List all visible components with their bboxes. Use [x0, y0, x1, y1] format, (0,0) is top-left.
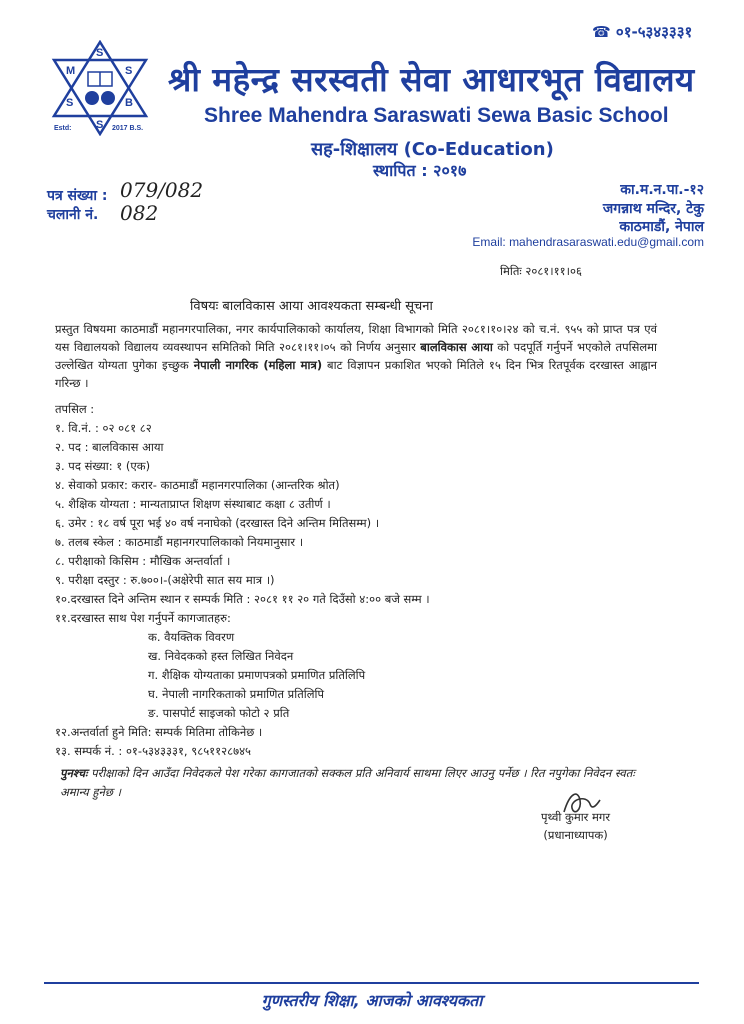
- body-bold-post: बालविकास आया: [420, 340, 493, 354]
- detail-item: १. वि.नं. : ०२ ०८१ ८२: [55, 421, 152, 435]
- address-ward: का.म.न.पा.-१२: [620, 182, 704, 198]
- logo-estd: Estd:: [54, 125, 72, 132]
- logo-letter: S: [66, 97, 74, 109]
- document-item: क. वैयक्तिक विवरण: [148, 630, 235, 644]
- established-label: स्थापित : २०१७: [373, 161, 467, 180]
- address-line-1: जगन्नाथ मन्दिर, टेकु: [602, 201, 704, 217]
- co-education-label: सह-शिक्षालय (Co-Education): [311, 139, 554, 160]
- document-item: ग. शैक्षिक योग्यताका प्रमाणपत्रको प्रमाणित प्रतिलिपि: [148, 668, 366, 682]
- logo-letter: S: [96, 47, 104, 59]
- logo-letter: B: [125, 97, 133, 109]
- detail-item: २. पद : बालविकास आया: [55, 440, 164, 454]
- detail-item: १२.अन्तर्वार्ता हुने मिति: सम्पर्क मितिमा तोकिनेछ ।: [55, 725, 263, 739]
- document-item: ख. निवेदकको हस्त लिखित निवेदन: [148, 649, 294, 663]
- detail-item: ४. सेवाको प्रकार: करार- काठमाडौं महानगरपालिका (आन्तरिक श्रोत): [55, 478, 340, 492]
- logo-letter: S: [96, 119, 104, 131]
- detail-item: ७. तलब स्केल : काठमाडौं महानगरपालिकाको नियमानुसार ।: [55, 535, 304, 549]
- letter-number-value: 079/082: [120, 178, 204, 202]
- detail-item: १३. सम्पर्क नं. : ०१-५३४३३३१, ९८५११२८७४५: [55, 744, 252, 758]
- detail-item: १०.दरखास्त दिने अन्तिम स्थान र सम्पर्क मिति : २०८१ ११ २० गते दिउँसो ४:०० बजे सम्म ।: [55, 592, 430, 606]
- dispatch-number-value: 082: [120, 201, 159, 225]
- dispatch-number-label: चलानी नं.: [47, 207, 99, 223]
- logo-letter: M: [66, 65, 76, 77]
- logo-letter: S: [125, 65, 133, 77]
- body-bold-eligibility: नेपाली नागरिक (महिला मात्र): [193, 358, 323, 372]
- body-text-2: को पदपूर्ति गर्नुपर्ने भएकोले तपसिलमा उल्लेखित योग्यता पुगेका इच्छुक: [55, 340, 658, 372]
- detail-item: ८. परीक्षाको किसिम : मौखिक अन्तर्वार्ता ।: [55, 554, 231, 568]
- subject-line: विषयः बालविकास आया आवश्यकता सम्बन्धी सूचना: [190, 299, 433, 314]
- signatory-role: (प्रधानाध्यापक): [543, 828, 608, 842]
- address-line-2: काठमाडौं, नेपाल: [619, 219, 704, 235]
- phone-text: ०१-५३४३३३१: [615, 23, 693, 41]
- telephone-icon: ☎: [592, 23, 616, 41]
- postscript-text: परीक्षाको दिन आउँदा निवेदकले पेश गरेका कागजातको सक्कल प्रति अनिवार्य साथमा लिएर आउनु पर्नेछ । रित नपुगेका निवेदन स्वतः अमान्य हुनेछ ।: [60, 766, 635, 799]
- document-item: घ. नेपाली नागरिकताको प्रमाणित प्रतिलिपि: [148, 687, 325, 701]
- phone-number: [592, 22, 692, 42]
- detail-item: ११.दरखास्त साथ पेश गर्नुपर्ने कागजातहरु:: [55, 611, 231, 625]
- body-paragraph: [55, 320, 657, 392]
- detail-item: ३. पद संख्या: १ (एक): [55, 459, 151, 473]
- detail-item: ६. उमेर : १८ वर्ष पूरा भई ४० वर्ष ननाघेको (दरखास्त दिने अन्तिम मितिसम्म) ।: [55, 516, 380, 530]
- footer-slogan: गुणस्तरीय शिक्षा, आजको आवश्यकता: [261, 991, 483, 1010]
- letter-number-label: पत्र संख्या :: [47, 188, 108, 204]
- signatory-name: पृथ्वी कुमार मगर: [541, 810, 611, 824]
- signatory-block: [541, 810, 610, 843]
- logo-year: 2017 B.S.: [112, 125, 144, 132]
- letter-date: मितिः २०८१।११।०६: [500, 264, 582, 278]
- body-text-3: बाट विज्ञापन प्रकाशित भएको मितिले १५ दिन भित्र रितपूर्वक दरखास्त आह्वान गरिन्छ ।: [55, 358, 657, 390]
- school-name-english: Shree Mahendra Saraswati Sewa Basic School: [204, 104, 669, 127]
- body-text-1: प्रस्तुत विषयमा काठमाडौं महानगरपालिका, नगर कार्यपालिकाको कार्यालय, शिक्षा विभागको मिति २०८१।१०।२४ को च.नं. ९५५ को प्राप्त पत्र एवं यस विद्यालयको विद्यालय व्यवस्थापन समितिको मिति २०८१।११।०५ को निर्णय अनुसार: [55, 322, 657, 354]
- school-name-nepali: श्री महेन्द्र सरस्वती सेवा आधारभूत विद्यालय: [168, 60, 695, 99]
- footer-divider: [44, 982, 699, 984]
- postscript-label: पुनश्चः: [60, 766, 88, 780]
- detail-item: ५. शैक्षिक योग्यता : मान्यताप्राप्त शिक्षण संस्थाबाट कक्षा ८ उतीर्ण ।: [55, 497, 331, 511]
- document-item: ङ. पासपोर्ट साइजको फोटो २ प्रति: [148, 706, 290, 720]
- email-address: Email: mahendrasaraswati.edu@gmail.com: [472, 235, 704, 249]
- school-logo: [48, 40, 152, 136]
- detail-item: ९. परीक्षा दस्तुर : रु.७००।-(अक्षेरेपी सात सय मात्र ।): [55, 573, 275, 587]
- details-heading: तपसिल :: [55, 402, 95, 416]
